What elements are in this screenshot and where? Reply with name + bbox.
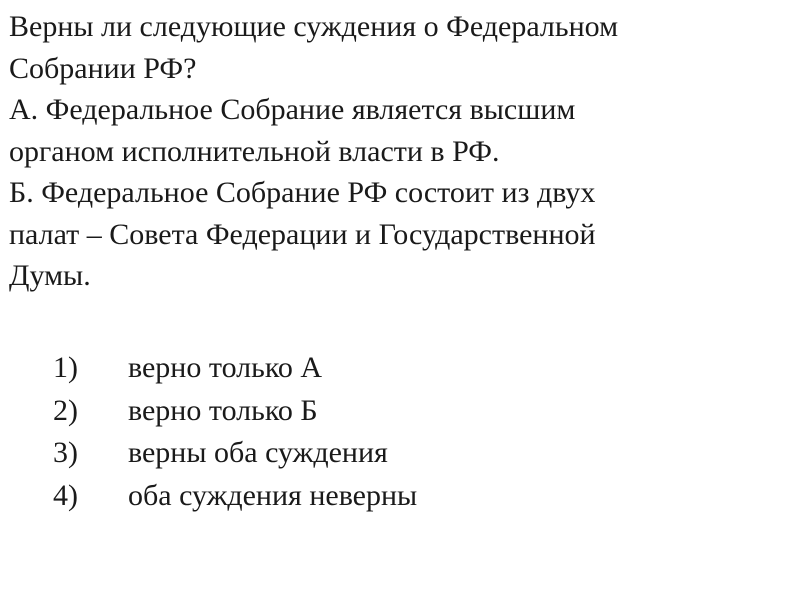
statement-b-line: палат – Совета Федерации и Государственной (9, 217, 596, 251)
question-line: Верны ли следующие суждения о Федеральном (9, 10, 619, 43)
option-number: 2) (53, 393, 78, 427)
option-number: 1) (53, 351, 78, 384)
option-text: оба суждения неверны (128, 478, 418, 512)
option-text: верно только А (128, 351, 323, 384)
statement-b-line: Б. Федеральное Собрание РФ состоит из двух (9, 176, 596, 209)
option-text: верно только Б (128, 393, 318, 427)
answer-option-1 (53, 347, 417, 390)
statement-a-line: органом исполнительной власти в РФ. (9, 134, 500, 168)
statement-a-line: А. Федеральное Собрание является высшим (9, 93, 576, 126)
option-number: 4) (53, 478, 78, 512)
answer-option-3 (53, 432, 417, 475)
statement-b-line: Думы. (9, 259, 91, 292)
question-text (9, 6, 789, 297)
option-text: верны оба суждения (128, 436, 388, 469)
answer-option-2 (53, 390, 417, 433)
question-line: Собрании РФ? (9, 51, 197, 85)
answer-options-list (53, 347, 417, 517)
answer-option-4 (53, 475, 417, 518)
option-number: 3) (53, 436, 78, 469)
